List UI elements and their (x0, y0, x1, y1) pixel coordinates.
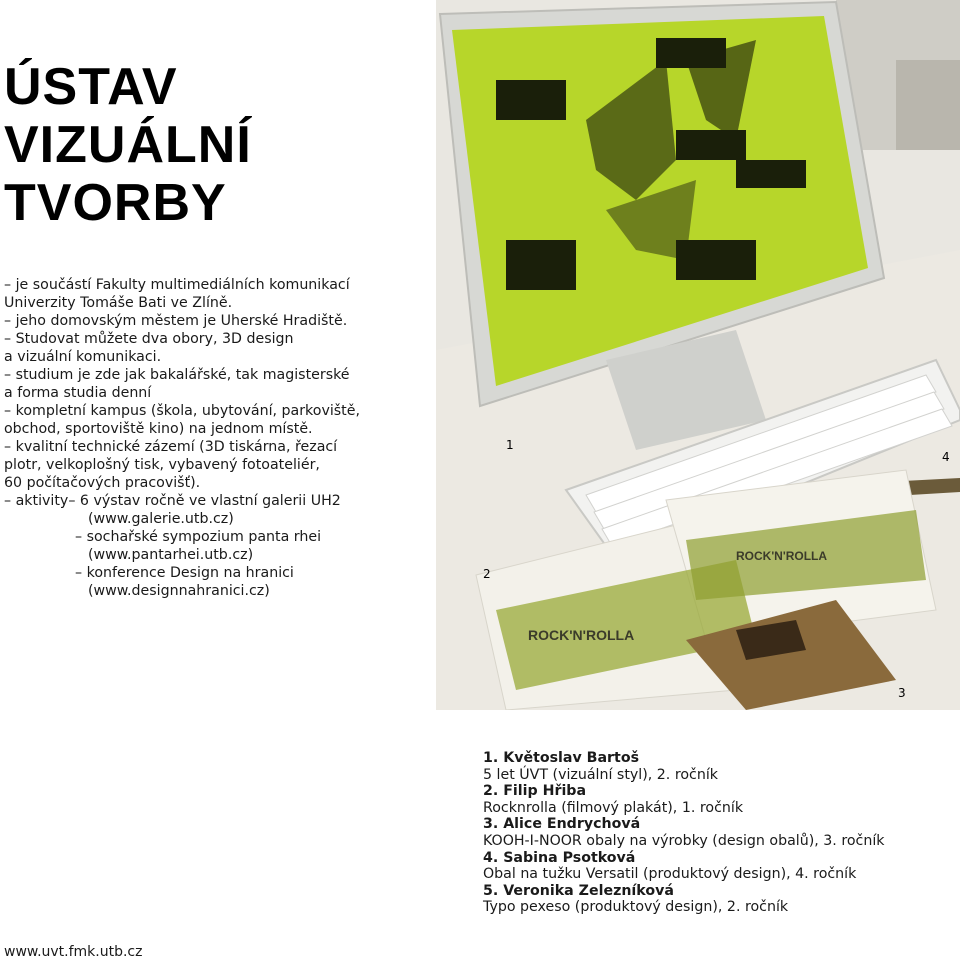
description-line: (www.pantarhei.utb.cz) (88, 547, 254, 563)
description-line: – je součástí Fakulty multimediálních komunikací (4, 277, 350, 293)
title-line: VIZUÁLNÍ (4, 116, 252, 174)
footer-url[interactable]: www.uvt.fmk.utb.cz (4, 944, 143, 960)
photo-label-1: 1 (506, 438, 514, 452)
description-line: – jeho domovským městem je Uherské Hradiště. (4, 313, 348, 329)
description-line: – Studovat můžete dva obory, 3D design (4, 331, 294, 347)
description-line: – kompletní kampus (škola, ubytování, parkoviště, (4, 403, 360, 419)
credit-work: Obal na tužku Versatil (produktový design), 4. ročník (483, 866, 857, 883)
description-line: – aktivity– 6 výstav ročně ve vlastní galerii UH2 (4, 493, 341, 509)
credit-work: Rocknrolla (filmový plakát), 1. ročník (483, 799, 744, 816)
title-line: ÚSTAV (4, 58, 178, 116)
description-line: – studium je zde jak bakalářské, tak magisterské (4, 367, 350, 383)
credit-name: 4. Sabina Psotková (483, 849, 636, 866)
description-line: (www.designnahranici.cz) (88, 583, 270, 599)
description (4, 276, 424, 600)
description-line: obchod, sportoviště kino) na jednom místě. (4, 421, 313, 437)
photo-illustration (436, 0, 960, 710)
description-line: (www.galerie.utb.cz) (88, 511, 234, 527)
credit-work: 5 let ÚVT (vizuální styl), 2. ročník (483, 766, 718, 783)
description-line: – kvalitní technické zázemí (3D tiskárna, řezací (4, 439, 338, 455)
page-title (4, 58, 252, 232)
description-line: a forma studia denní (4, 385, 152, 401)
credit-name: 5. Veronika Zelezníková (483, 882, 674, 899)
credit-name: 3. Alice Endrychová (483, 816, 641, 833)
description-line: Univerzity Tomáše Bati ve Zlíně. (4, 295, 233, 311)
description-line: 60 počítačových pracovišť). (4, 475, 201, 491)
credit-work: Typo pexeso (produktový design), 2. ročník (483, 899, 789, 916)
description-line: plotr, velkoplošný tisk, vybavený fotoateliér, (4, 457, 320, 473)
credit-name: 1. Květoslav Bartoš (483, 750, 640, 766)
credits-list (483, 750, 953, 916)
description-line: – sochařské sympozium panta rhei (75, 529, 322, 545)
photo-label-3: 3 (898, 686, 906, 700)
credit-work: KOOH-I-NOOR obaly na výrobky (design obalů), 3. ročník (483, 832, 885, 849)
student-work-photo (436, 0, 960, 710)
poster-title-text: ROCK'N'ROLLA (736, 549, 828, 563)
credit-name: 2. Filip Hřiba (483, 783, 587, 800)
title-line: TVORBY (4, 174, 227, 232)
photo-label-4: 4 (942, 450, 950, 464)
description-line: a vizuální komunikaci. (4, 349, 162, 365)
photo-label-2: 2 (483, 567, 491, 581)
description-line: – konference Design na hranici (75, 565, 294, 581)
poster-title-text: ROCK'N'ROLLA (528, 627, 635, 643)
